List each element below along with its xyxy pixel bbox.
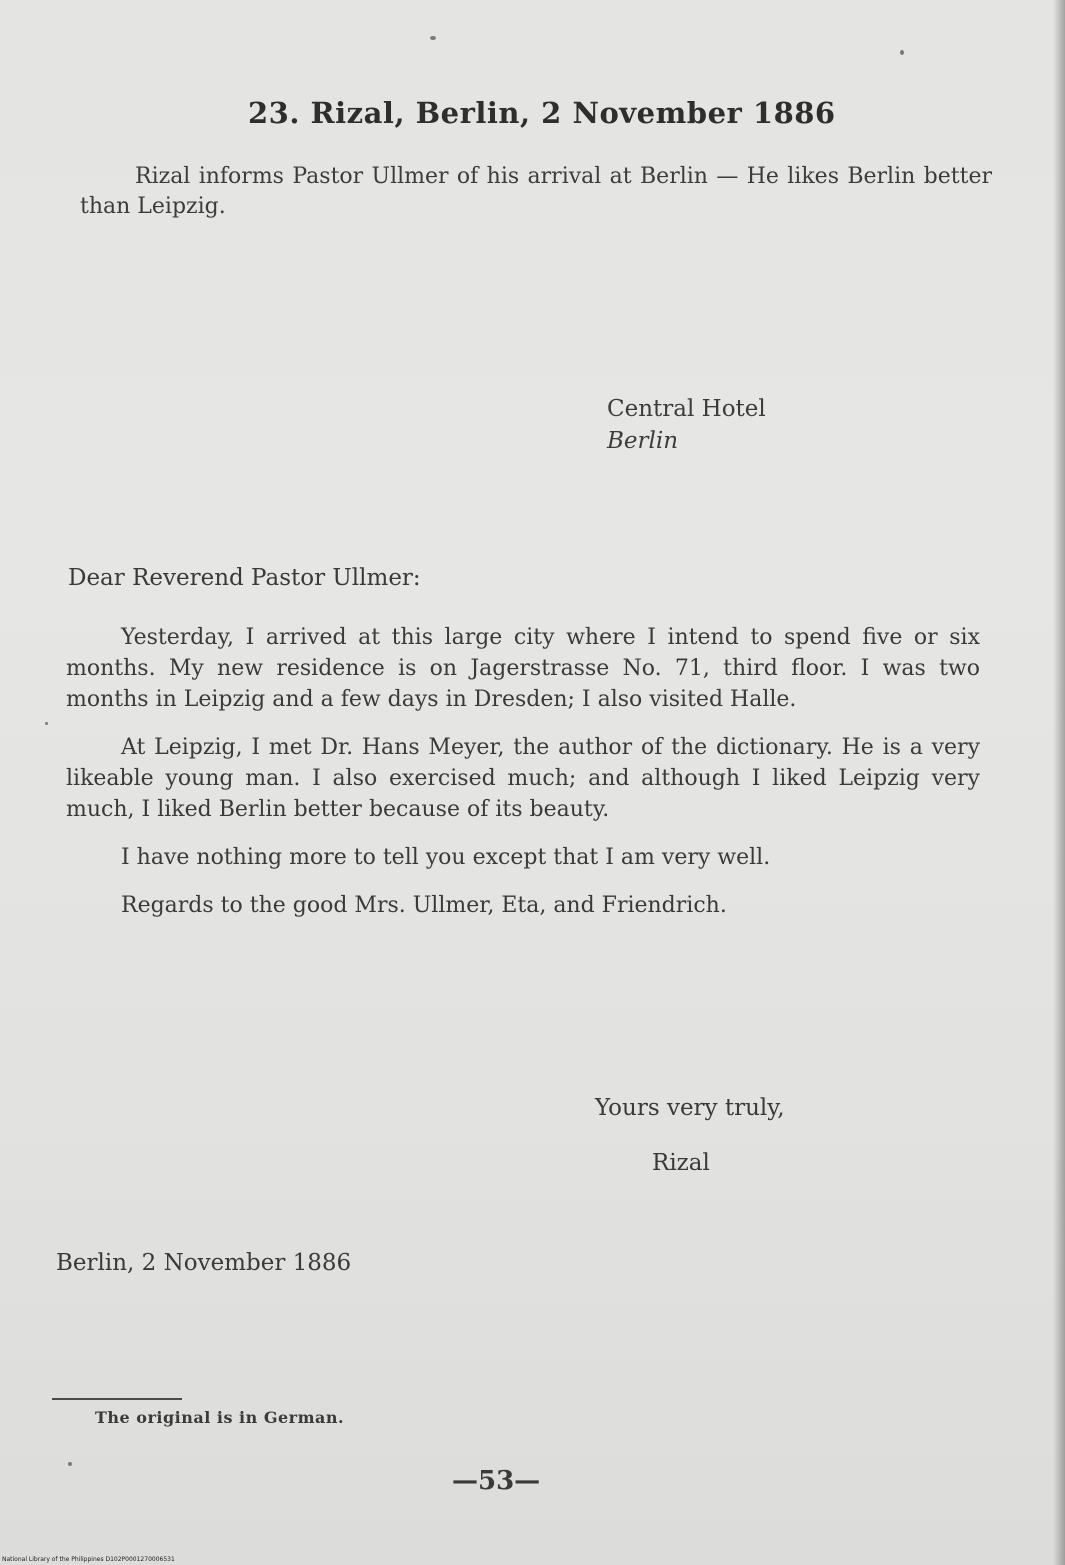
letter-summary: Rizal informs Pastor Ullmer of his arrival at Berlin — He likes Berlin better than Leipzig. xyxy=(80,164,992,219)
footnote-divider xyxy=(52,1398,182,1400)
page-edge-shadow xyxy=(1053,0,1065,1565)
footnote: The original is in German. xyxy=(95,1408,345,1427)
address-line-1: Central Hotel xyxy=(607,396,766,422)
scan-speck xyxy=(430,36,436,40)
salutation: Dear Reverend Pastor Ullmer: xyxy=(68,565,421,591)
letter-body xyxy=(66,622,980,938)
sender-address xyxy=(607,393,766,457)
page-number: —53— xyxy=(452,1466,541,1496)
body-paragraph: I have nothing more to tell you except that I am very well. xyxy=(121,845,771,870)
address-line-2: Berlin xyxy=(607,428,679,454)
scan-speck xyxy=(900,50,904,55)
complimentary-closing: Yours very truly, xyxy=(595,1095,785,1121)
letter-heading: 23. Rizal, Berlin, 2 November 1886 xyxy=(248,96,836,130)
body-paragraph: Regards to the good Mrs. Ullmer, Eta, and Friendrich. xyxy=(121,893,727,918)
signature: Rizal xyxy=(652,1150,710,1176)
scan-stamp: National Library of the Philippines D102P0001270006531 xyxy=(2,1556,175,1563)
body-paragraph: Yesterday, I arrived at this large city where I intend to spend five or six months. My new residence is on Jagerstrasse No. 71, third floor. I was two months in Leipzig and a few days in Dresden; I also visited Halle. xyxy=(66,625,980,712)
scan-speck xyxy=(68,1462,72,1466)
date-line: Berlin, 2 November 1886 xyxy=(56,1250,352,1276)
body-paragraph: At Leipzig, I met Dr. Hans Meyer, the author of the dictionary. He is a very likeable young man. I also exercised much; and although I liked Leipzig very much, I liked Berlin better because of its beauty. xyxy=(66,735,980,822)
scan-speck xyxy=(45,722,48,725)
